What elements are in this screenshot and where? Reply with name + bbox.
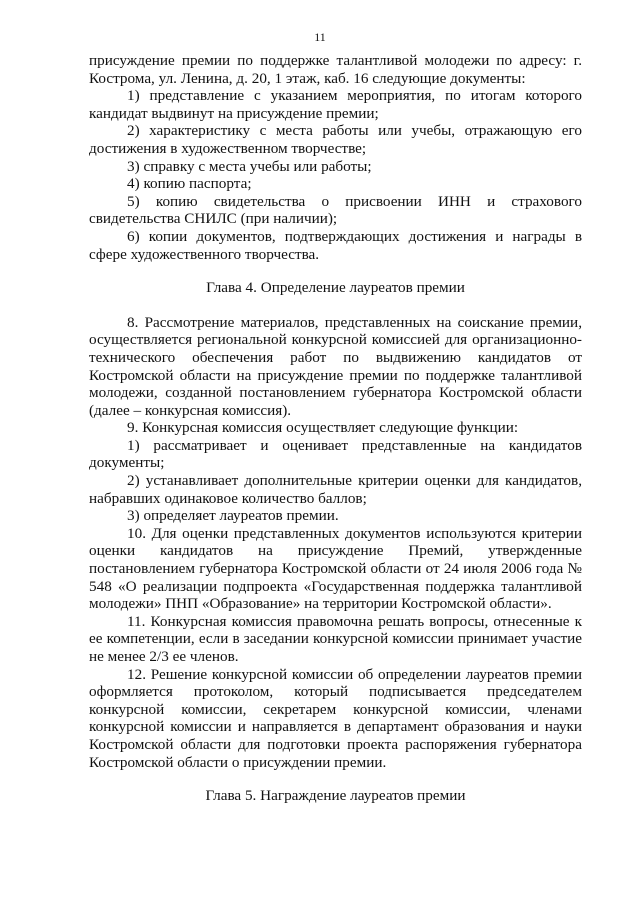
list-item-6: 6) копии документов, подтверждающих достижения и награды в сфере художественного творчества. bbox=[89, 227, 582, 263]
paragraph-8: 8. Рассмотрение материалов, представленных на соискание премии, осуществляется региональной конкурсной комиссией для организационно-технического обеспечения работ по выдвижению кандидатов от Костромской области на присуждение премии по поддержке талантливой молодежи, созданной постановлением губернатора Костромской области (далее – конкурсная комиссия). bbox=[89, 313, 582, 419]
paragraph-10: 10. Для оценки представленных документов используются критерии оценки кандидатов на присуждение Премий, утвержденные постановлением губернатора Костромской области от 24 июля 2006 года № 548 «О реализации подпроекта «Государственная поддержка талантливой молодежи» ПНП «Образование» на территории Костромской области». bbox=[89, 524, 582, 613]
page-number: 11 bbox=[314, 30, 326, 44]
paragraph-9: 9. Конкурсная комиссия осуществляет следующие функции: bbox=[127, 419, 519, 437]
document-body bbox=[89, 52, 582, 805]
paragraph-continuation: присуждение премии по поддержке талантливой молодежи по адресу: г. Кострома, ул. Ленина, д. 20, 1 этаж, каб. 16 следующие документы: bbox=[89, 52, 582, 87]
list-item-4: 4) копию паспорта; bbox=[127, 175, 252, 193]
chapter-4-heading: Глава 4. Определение лауреатов премии bbox=[206, 279, 465, 297]
list-item-1: 1) представление с указанием мероприятия, по итогам которого кандидат выдвинут на присуждение премии; bbox=[89, 87, 582, 122]
function-item-3: 3) определяет лауреатов премии. bbox=[127, 507, 339, 525]
function-item-2: 2) устанавливает дополнительные критерии оценки для кандидатов, набравших одинаковое количество баллов; bbox=[89, 472, 582, 507]
list-item-2: 2) характеристику с места работы или учебы, отражающую его достижения в художественном творчестве; bbox=[89, 122, 582, 157]
list-item-3: 3) справку с места учебы или работы; bbox=[127, 157, 372, 175]
paragraph-12: 12. Решение конкурсной комиссии об определении лауреатов премии оформляется протоколом, который подписывается председателем конкурсной комиссии, секретарем конкурсной комиссии, членами конкурсной комиссии и направляется в департамент образования и науки Костромской области для подготовки проекта распоряжения губернатора Костромской области о присуждении премии. bbox=[89, 665, 582, 771]
function-item-1: 1) рассматривает и оценивает представленные на кандидатов документы; bbox=[89, 436, 582, 472]
list-item-5: 5) копию свидетельства о присвоении ИНН и страхового свидетельства СНИЛС (при наличии); bbox=[89, 192, 582, 228]
paragraph-11: 11. Конкурсная комиссия правомочна решать вопросы, отнесенные к ее компетенции, если в заседании конкурсной комиссии принимает участие не менее 2/3 ее членов. bbox=[89, 612, 582, 665]
chapter-5-heading: Глава 5. Награждение лауреатов премии bbox=[205, 787, 466, 805]
